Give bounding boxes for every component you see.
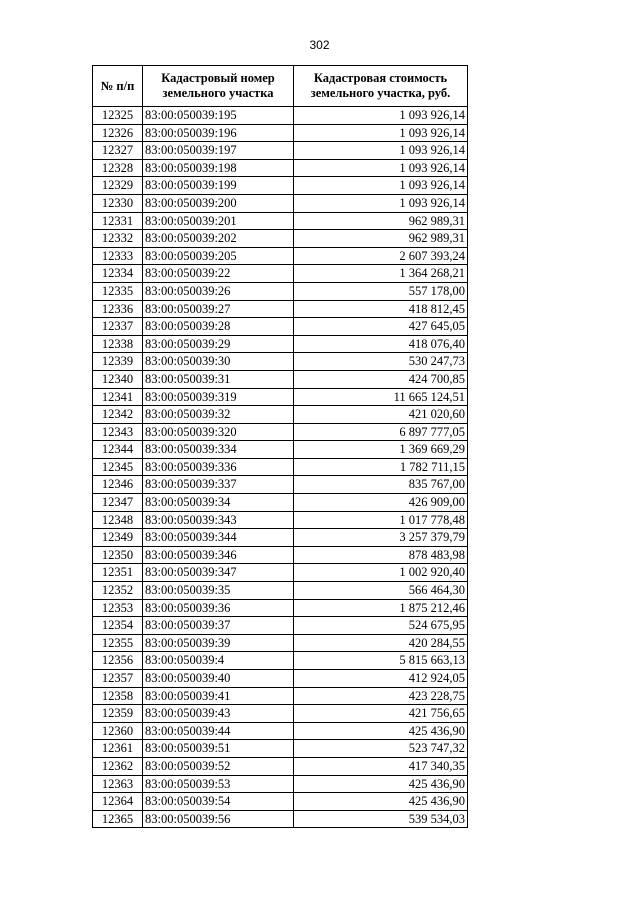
row-number-cell: 12344 <box>93 441 143 459</box>
cadastral-value-cell: 424 700,85 <box>294 370 468 388</box>
table-row <box>93 687 468 705</box>
cadastral-number-cell: 83:00:050039:28 <box>143 318 294 336</box>
table-row <box>93 494 468 512</box>
row-number-cell: 12336 <box>93 300 143 318</box>
cadastral-number-cell: 83:00:050039:346 <box>143 546 294 564</box>
row-number-cell: 12337 <box>93 318 143 336</box>
table-row <box>93 353 468 371</box>
table-row <box>93 423 468 441</box>
table-row <box>93 740 468 758</box>
cadastral-number-cell: 83:00:050039:52 <box>143 757 294 775</box>
header-row-number: № п/п <box>93 66 143 107</box>
row-number-cell: 12359 <box>93 705 143 723</box>
row-number-cell: 12350 <box>93 546 143 564</box>
cadastral-number-cell: 83:00:050039:334 <box>143 441 294 459</box>
cadastral-number-cell: 83:00:050039:36 <box>143 599 294 617</box>
cadastral-number-cell: 83:00:050039:53 <box>143 775 294 793</box>
table-row <box>93 370 468 388</box>
cadastral-number-cell: 83:00:050039:199 <box>143 177 294 195</box>
cadastral-value-cell: 1 093 926,14 <box>294 194 468 212</box>
row-number-cell: 12352 <box>93 582 143 600</box>
table-row <box>93 564 468 582</box>
cadastral-value-cell: 412 924,05 <box>294 670 468 688</box>
cadastral-value-cell: 835 767,00 <box>294 476 468 494</box>
row-number-cell: 12363 <box>93 775 143 793</box>
cadastral-number-cell: 83:00:050039:43 <box>143 705 294 723</box>
cadastral-value-cell: 1 017 778,48 <box>294 511 468 529</box>
cadastral-number-cell: 83:00:050039:201 <box>143 212 294 230</box>
row-number-cell: 12354 <box>93 617 143 635</box>
table-row <box>93 775 468 793</box>
cadastral-value-cell: 1 093 926,14 <box>294 142 468 160</box>
row-number-cell: 12345 <box>93 458 143 476</box>
table-row <box>93 142 468 160</box>
cadastral-number-cell: 83:00:050039:197 <box>143 142 294 160</box>
cadastral-value-cell: 425 436,90 <box>294 775 468 793</box>
table-row <box>93 617 468 635</box>
cadastral-number-cell: 83:00:050039:39 <box>143 634 294 652</box>
row-number-cell: 12347 <box>93 494 143 512</box>
cadastral-number-cell: 83:00:050039:320 <box>143 423 294 441</box>
row-number-cell: 12355 <box>93 634 143 652</box>
table-row <box>93 634 468 652</box>
cadastral-number-cell: 83:00:050039:336 <box>143 458 294 476</box>
cadastral-value-cell: 1 782 711,15 <box>294 458 468 476</box>
table-body <box>93 107 468 828</box>
cadastral-number-cell: 83:00:050039:37 <box>143 617 294 635</box>
row-number-cell: 12331 <box>93 212 143 230</box>
cadastral-number-cell: 83:00:050039:198 <box>143 159 294 177</box>
cadastral-number-cell: 83:00:050039:22 <box>143 265 294 283</box>
cadastral-number-cell: 83:00:050039:44 <box>143 722 294 740</box>
row-number-cell: 12330 <box>93 194 143 212</box>
cadastral-value-cell: 426 909,00 <box>294 494 468 512</box>
cadastral-value-cell: 425 436,90 <box>294 793 468 811</box>
row-number-cell: 12364 <box>93 793 143 811</box>
table-row <box>93 247 468 265</box>
row-number-cell: 12335 <box>93 282 143 300</box>
cadastral-value-cell: 11 665 124,51 <box>294 388 468 406</box>
table-row <box>93 335 468 353</box>
row-number-cell: 12332 <box>93 230 143 248</box>
cadastral-value-cell: 1 093 926,14 <box>294 124 468 142</box>
cadastral-value-cell: 423 228,75 <box>294 687 468 705</box>
table-row <box>93 124 468 142</box>
cadastral-number-cell: 83:00:050039:34 <box>143 494 294 512</box>
cadastral-value-cell: 1 875 212,46 <box>294 599 468 617</box>
row-number-cell: 12341 <box>93 388 143 406</box>
table-row <box>93 810 468 828</box>
cadastral-number-cell: 83:00:050039:51 <box>143 740 294 758</box>
cadastral-value-cell: 530 247,73 <box>294 353 468 371</box>
cadastral-value-cell: 5 815 663,13 <box>294 652 468 670</box>
cadastral-value-cell: 3 257 379,79 <box>294 529 468 547</box>
row-number-cell: 12346 <box>93 476 143 494</box>
cadastral-value-cell: 427 645,05 <box>294 318 468 336</box>
table-row <box>93 194 468 212</box>
cadastral-number-cell: 83:00:050039:30 <box>143 353 294 371</box>
cadastral-value-cell: 420 284,55 <box>294 634 468 652</box>
cadastral-value-cell: 523 747,32 <box>294 740 468 758</box>
table-row <box>93 757 468 775</box>
table-row <box>93 230 468 248</box>
row-number-cell: 12326 <box>93 124 143 142</box>
table-row <box>93 529 468 547</box>
cadastral-value-cell: 557 178,00 <box>294 282 468 300</box>
row-number-cell: 12325 <box>93 107 143 125</box>
table-row <box>93 388 468 406</box>
cadastral-value-cell: 421 020,60 <box>294 406 468 424</box>
row-number-cell: 12356 <box>93 652 143 670</box>
cadastral-value-cell: 418 076,40 <box>294 335 468 353</box>
table-row <box>93 546 468 564</box>
cadastral-value-cell: 1 002 920,40 <box>294 564 468 582</box>
table-row <box>93 441 468 459</box>
row-number-cell: 12338 <box>93 335 143 353</box>
cadastral-number-cell: 83:00:050039:32 <box>143 406 294 424</box>
cadastral-value-cell: 417 340,35 <box>294 757 468 775</box>
table-row <box>93 282 468 300</box>
cadastral-number-cell: 83:00:050039:4 <box>143 652 294 670</box>
table-row <box>93 670 468 688</box>
row-number-cell: 12342 <box>93 406 143 424</box>
row-number-cell: 12340 <box>93 370 143 388</box>
page-number: 302 <box>309 38 330 52</box>
row-number-cell: 12360 <box>93 722 143 740</box>
cadastral-number-cell: 83:00:050039:31 <box>143 370 294 388</box>
row-number-cell: 12357 <box>93 670 143 688</box>
row-number-cell: 12334 <box>93 265 143 283</box>
cadastral-value-cell: 539 534,03 <box>294 810 468 828</box>
row-number-cell: 12348 <box>93 511 143 529</box>
cadastral-number-cell: 83:00:050039:347 <box>143 564 294 582</box>
row-number-cell: 12365 <box>93 810 143 828</box>
row-number-cell: 12328 <box>93 159 143 177</box>
table-row <box>93 177 468 195</box>
cadastral-value-cell: 425 436,90 <box>294 722 468 740</box>
row-number-cell: 12361 <box>93 740 143 758</box>
cadastral-value-cell: 962 989,31 <box>294 212 468 230</box>
cadastral-value-cell: 421 756,65 <box>294 705 468 723</box>
cadastral-value-cell: 1 364 268,21 <box>294 265 468 283</box>
table-row <box>93 511 468 529</box>
table-row <box>93 599 468 617</box>
cadastral-number-cell: 83:00:050039:205 <box>143 247 294 265</box>
row-number-cell: 12343 <box>93 423 143 441</box>
row-number-cell: 12351 <box>93 564 143 582</box>
cadastral-value-cell: 878 483,98 <box>294 546 468 564</box>
table-row <box>93 705 468 723</box>
cadastral-value-cell: 6 897 777,05 <box>294 423 468 441</box>
table-row <box>93 300 468 318</box>
table-row <box>93 722 468 740</box>
table-row <box>93 582 468 600</box>
cadastral-value-cell: 1 093 926,14 <box>294 107 468 125</box>
cadastral-value-cell: 1 093 926,14 <box>294 159 468 177</box>
table-row <box>93 265 468 283</box>
row-number-cell: 12327 <box>93 142 143 160</box>
cadastral-number-cell: 83:00:050039:54 <box>143 793 294 811</box>
cadastral-number-cell: 83:00:050039:40 <box>143 670 294 688</box>
cadastral-value-cell: 2 607 393,24 <box>294 247 468 265</box>
cadastral-value-cell: 418 812,45 <box>294 300 468 318</box>
cadastral-number-cell: 83:00:050039:200 <box>143 194 294 212</box>
cadastral-number-cell: 83:00:050039:337 <box>143 476 294 494</box>
cadastral-number-cell: 83:00:050039:29 <box>143 335 294 353</box>
cadastral-value-cell: 566 464,30 <box>294 582 468 600</box>
table-row <box>93 159 468 177</box>
row-number-cell: 12333 <box>93 247 143 265</box>
cadastral-number-cell: 83:00:050039:27 <box>143 300 294 318</box>
table-row <box>93 107 468 125</box>
row-number-cell: 12339 <box>93 353 143 371</box>
row-number-cell: 12349 <box>93 529 143 547</box>
cadastral-number-cell: 83:00:050039:41 <box>143 687 294 705</box>
cadastral-number-cell: 83:00:050039:319 <box>143 388 294 406</box>
row-number-cell: 12362 <box>93 757 143 775</box>
row-number-cell: 12329 <box>93 177 143 195</box>
cadastral-number-cell: 83:00:050039:202 <box>143 230 294 248</box>
table-row <box>93 652 468 670</box>
table-row <box>93 476 468 494</box>
table-row <box>93 793 468 811</box>
cadastral-number-cell: 83:00:050039:343 <box>143 511 294 529</box>
cadastral-value-cell: 1 369 669,29 <box>294 441 468 459</box>
cadastral-number-cell: 83:00:050039:35 <box>143 582 294 600</box>
header-cadastral-number: Кадастровый номер земельного участка <box>143 66 294 107</box>
cadastral-value-table <box>92 65 468 828</box>
table-row <box>93 212 468 230</box>
cadastral-number-cell: 83:00:050039:195 <box>143 107 294 125</box>
cadastral-value-cell: 1 093 926,14 <box>294 177 468 195</box>
table-row <box>93 318 468 336</box>
table-row <box>93 406 468 424</box>
cadastral-number-cell: 83:00:050039:56 <box>143 810 294 828</box>
table-row <box>93 458 468 476</box>
header-row <box>93 66 468 107</box>
header-cadastral-value: Кадастровая стоимость земельного участка, руб. <box>294 66 468 107</box>
cadastral-number-cell: 83:00:050039:196 <box>143 124 294 142</box>
row-number-cell: 12353 <box>93 599 143 617</box>
row-number-cell: 12358 <box>93 687 143 705</box>
cadastral-value-cell: 524 675,95 <box>294 617 468 635</box>
table-header <box>93 66 468 107</box>
cadastral-value-cell: 962 989,31 <box>294 230 468 248</box>
cadastral-number-cell: 83:00:050039:344 <box>143 529 294 547</box>
cadastral-number-cell: 83:00:050039:26 <box>143 282 294 300</box>
